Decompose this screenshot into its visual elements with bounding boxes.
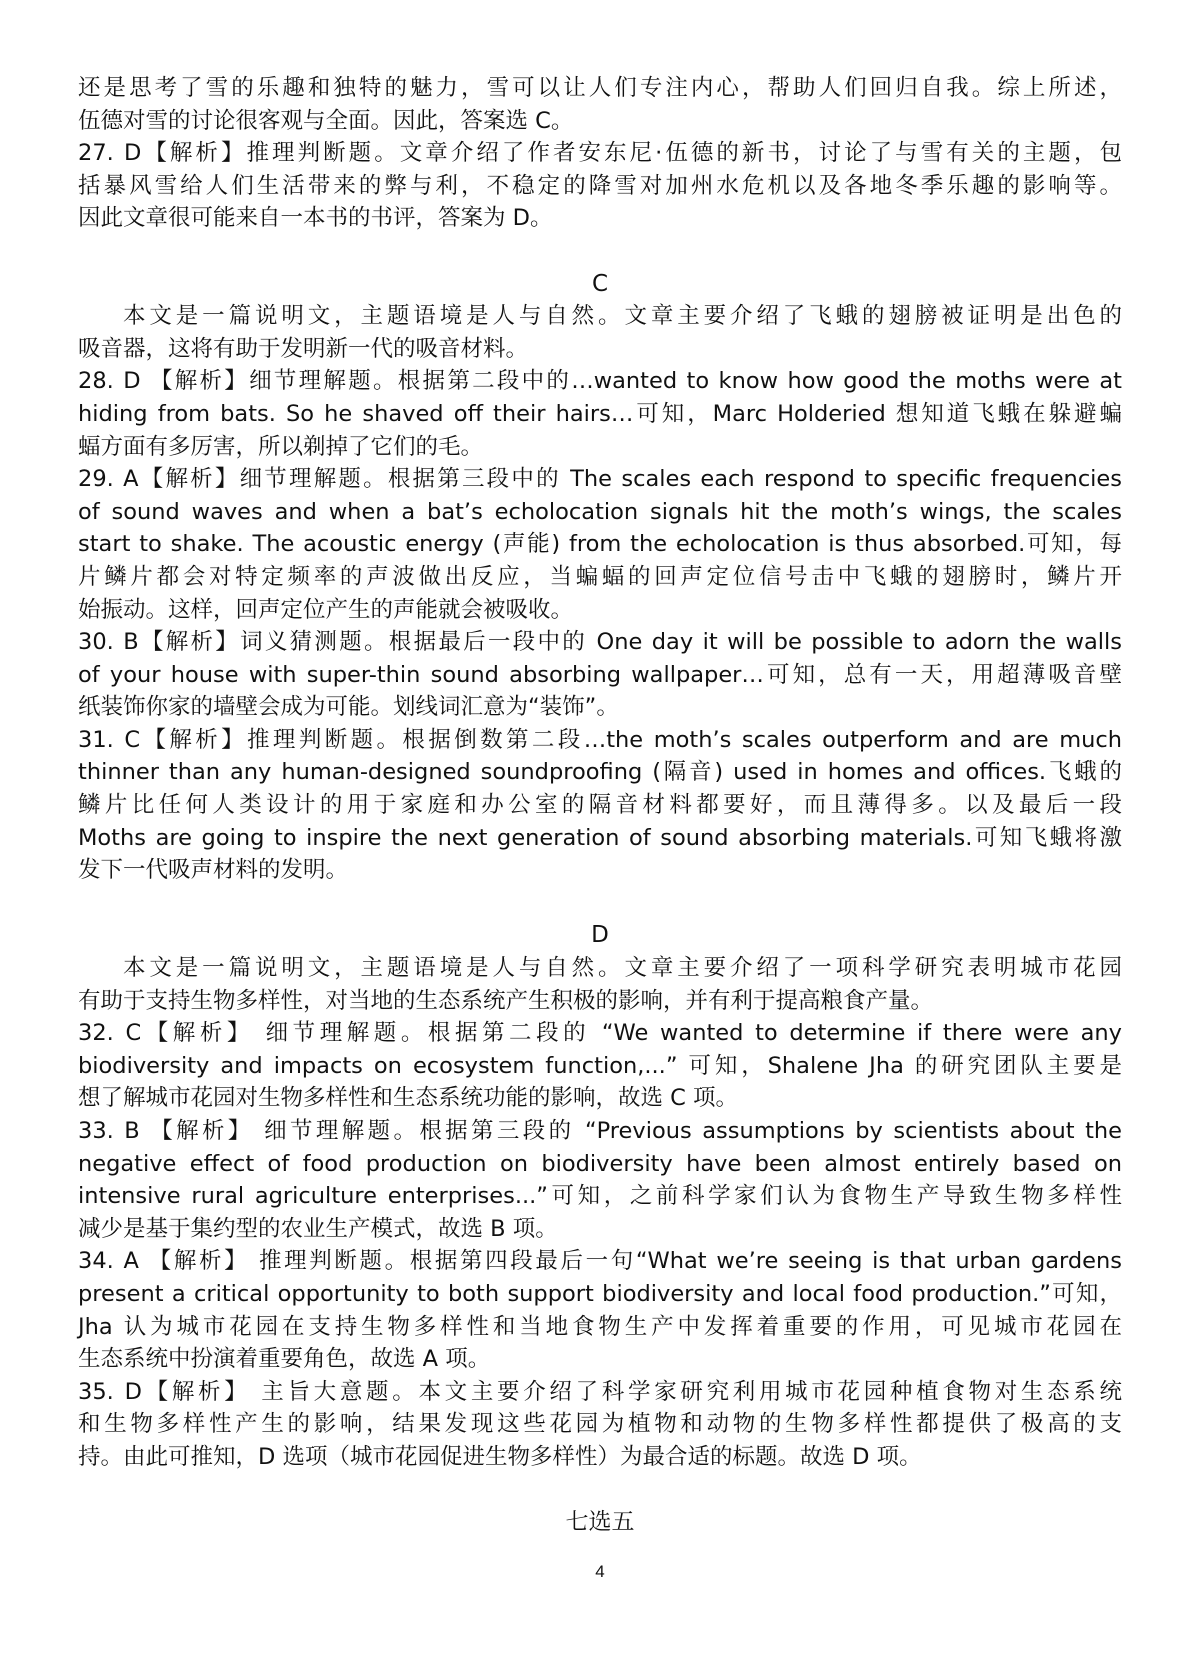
section-heading: C bbox=[591, 270, 609, 297]
text-line: 蝠方面有多厉害，所以剃掉了它们的毛。 bbox=[78, 433, 484, 460]
text-line: of your house with super-thin sound absorbing wallpaper…可知，总有一天，用超薄吸音壁 bbox=[78, 661, 1122, 688]
text-line: 还是思考了雪的乐趣和独特的魅力，雪可以让人们专注内心，帮助人们回归自我。综上所述， bbox=[78, 75, 1122, 101]
text-line: Moths are going to inspire the next generation of sound absorbing materials.可知飞蛾将激 bbox=[78, 824, 1122, 851]
document-body bbox=[78, 72, 1122, 1539]
text-line: 伍德对雪的讨论很客观与全面。因此，答案选 C。 bbox=[78, 107, 574, 134]
text-line: negative effect of food production on biodiversity have been almost entirely based on bbox=[78, 1150, 1122, 1177]
text-line: of sound waves and when a bat’s echolocation signals hit the moth’s wings, the scales bbox=[78, 498, 1122, 525]
text-line: 发下一代吸声材料的发明。 bbox=[78, 857, 349, 884]
text-line: intensive rural agriculture enterprises...”可知，之前科学家们认为食物生产导致生物多样性 bbox=[78, 1183, 1122, 1210]
text-line: 27. D【解析】推理判断题。文章介绍了作者安东尼·伍德的新书，讨论了与雪有关的主题，包 bbox=[78, 140, 1122, 167]
section-heading: D bbox=[591, 922, 609, 949]
section-d bbox=[78, 919, 1122, 1473]
text-line: biodiversity and impacts on ecosystem function,...” 可知，Shalene Jha 的研究团队主要是 bbox=[78, 1052, 1122, 1079]
spacer bbox=[78, 235, 1122, 268]
text-line: 32. C【解析】 细节理解题。根据第二段的 “We wanted to determine if there were any bbox=[78, 1020, 1122, 1047]
text-line: 减少是基于集约型的农业生产模式，故选 B 项。 bbox=[78, 1215, 558, 1242]
text-line: 生态系统中扮演着重要角色，故选 A 项。 bbox=[78, 1346, 491, 1373]
next-section-heading: 七选五 bbox=[565, 1509, 635, 1536]
text-line: 持。由此可推知，D 选项（城市花园促进生物多样性）为最合适的标题。故选 D 项。 bbox=[78, 1443, 922, 1470]
text-line: start to shake. The acoustic energy (声能) from the echolocation is thus absorbed.可知，每 bbox=[78, 531, 1122, 558]
text-line: hiding from bats. So he shaved off their hairs…可知，Marc Holderied 想知道飞蛾在躲避蝙 bbox=[78, 400, 1122, 427]
text-line: 和生物多样性产生的影响，结果发现这些花园为植物和动物的生物多样性都提供了极高的支 bbox=[78, 1411, 1122, 1438]
text-line: 鳞片比任何人类设计的用于家庭和办公室的隔音材料都要好，而且薄得多。以及最后一段 bbox=[78, 792, 1122, 819]
text-line: 35. D【解析】 主旨大意题。本文主要介绍了科学家研究利用城市花园种植食物对生态系统 bbox=[78, 1378, 1122, 1405]
text-line: 30. B【解析】词义猜测题。根据最后一段中的 One day it will be possible to adorn the walls bbox=[78, 629, 1122, 656]
text-line: 括暴风雪给人们生活带来的弊与利，不稳定的降雪对加州水危机以及各地冬季乐趣的影响等。 bbox=[78, 172, 1122, 199]
text-line: 33. B 【解析】 细节理解题。根据第三段的 “Previous assumptions by scientists about the bbox=[78, 1118, 1122, 1144]
text-line: 吸音器，这将有助于发明新一代的吸音材料。 bbox=[78, 335, 529, 362]
text-line: 想了解城市花园对生物多样性和生态系统功能的影响，故选 C 项。 bbox=[78, 1085, 739, 1112]
top-paragraphs bbox=[78, 72, 1122, 235]
text-line: 31. C【解析】推理判断题。根据倒数第二段…the moth’s scales outperform and are much bbox=[78, 726, 1122, 753]
text-line: 因此文章很可能来自一本书的书评，答案为 D。 bbox=[78, 205, 553, 232]
text-line: 28. D 【解析】细节理解题。根据第二段中的…wanted to know how good the moths were at bbox=[78, 368, 1122, 395]
text-line: 始振动。这样，回声定位产生的声能就会被吸收。 bbox=[78, 596, 574, 623]
text-line: 29. A【解析】细节理解题。根据第三段中的 The scales each respond to specific frequencies bbox=[78, 466, 1122, 493]
text-line: 本文是一篇说明文，主题语境是人与自然。文章主要介绍了飞蛾的翅膀被证明是出色的 bbox=[123, 303, 1122, 330]
text-line: present a critical opportunity to both support biodiversity and local food production.”可知， bbox=[78, 1280, 1122, 1307]
text-line: 34. A 【解析】 推理判断题。根据第四段最后一句“What we’re seeing is that urban gardens bbox=[78, 1248, 1122, 1275]
page-number: 4 bbox=[595, 1562, 605, 1581]
text-line: 本文是一篇说明文，主题语境是人与自然。文章主要介绍了一项科学研究表明城市花园 bbox=[123, 955, 1122, 982]
text-line: thinner than any human-designed soundproofing (隔音) used in homes and offices.飞蛾的 bbox=[78, 759, 1122, 786]
text-line: 有助于支持生物多样性，对当地的生态系统产生积极的影响，并有利于提高粮食产量。 bbox=[78, 987, 934, 1014]
text-line: 纸装饰你家的墙壁会成为可能。划线词汇意为“装饰”。 bbox=[78, 694, 619, 721]
text-line: 片鳞片都会对特定频率的声波做出反应，当蝙蝠的回声定位信号击中飞蛾的翅膀时，鳞片开 bbox=[78, 563, 1122, 590]
spacer bbox=[78, 887, 1122, 920]
section-c bbox=[78, 268, 1122, 887]
text-line: Jha 认为城市花园在支持生物多样性和当地食物生产中发挥着重要的作用，可见城市花园在 bbox=[78, 1313, 1122, 1340]
spacer bbox=[78, 1474, 1122, 1507]
